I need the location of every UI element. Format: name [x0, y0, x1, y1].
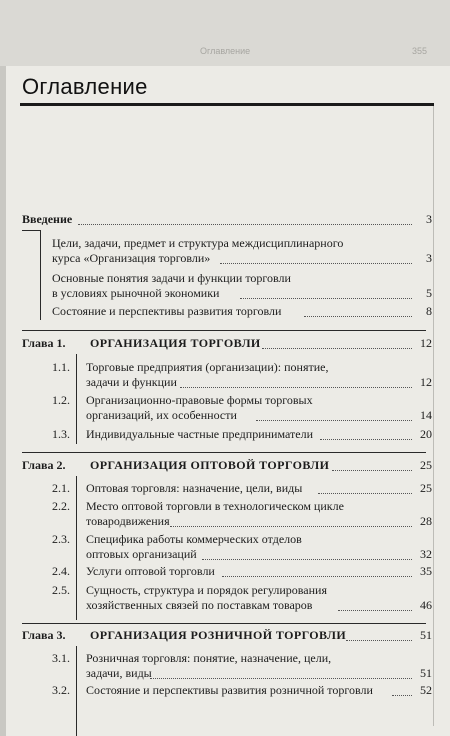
section-number: 2.2. — [52, 499, 70, 513]
chapter-3-title: ОРГАНИЗАЦИЯ РОЗНИЧНОЙ ТОРГОВЛИ — [90, 628, 347, 642]
section-line2: оптовых организаций — [86, 547, 197, 561]
chapter-1-bracket-line — [76, 354, 77, 444]
title-underline — [20, 103, 434, 106]
section-line1: Розничная торговля: понятие, назначение, цели, — [86, 651, 332, 665]
leader-dots — [320, 439, 412, 440]
chapter-2-title: ОРГАНИЗАЦИЯ ОПТОВОЙ ТОРГОВЛИ — [90, 458, 330, 472]
chapter-3-page-number: 51 — [420, 628, 432, 642]
section-page-number: 20 — [420, 427, 432, 441]
intro-page-number: 3 — [426, 212, 432, 226]
intro-item-line1: Цели, задачи, предмет и структура междисциплинарного — [52, 236, 344, 250]
section-number: 1.3. — [52, 427, 70, 441]
intro-item-page-number: 3 — [426, 251, 432, 265]
running-header — [0, 0, 450, 66]
intro-item-page-number: 5 — [426, 286, 432, 300]
chapter-3-label: Глава 3. — [22, 628, 66, 642]
leader-dots — [346, 640, 412, 641]
chapter-1-label: Глава 1. — [22, 336, 66, 350]
chapter-1-title: ОРГАНИЗАЦИЯ ТОРГОВЛИ — [90, 336, 261, 350]
chapter-rule — [22, 330, 426, 331]
section-line2: задачи и функции — [86, 375, 177, 389]
intro-item-line1: Состояние и перспективы развития торговли — [52, 304, 282, 318]
section-number: 1.2. — [52, 393, 70, 407]
section-line1: Торговые предприятия (организации): понятие, — [86, 360, 329, 374]
intro-item-page-number: 8 — [426, 304, 432, 318]
intro-item-line1: Основные понятия задачи и функции торговли — [52, 271, 291, 285]
chapter-3-bracket-line — [76, 646, 77, 736]
leader-dots — [78, 224, 412, 225]
section-number: 1.1. — [52, 360, 70, 374]
section-line2: организаций, их особенности — [86, 408, 237, 422]
section-line1: Услуги оптовой торговли — [86, 564, 215, 578]
chapter-rule — [22, 623, 426, 624]
section-line1: Организационно-правовые формы торговых — [86, 393, 313, 407]
section-number: 2.1. — [52, 481, 70, 495]
section-page-number: 14 — [420, 408, 432, 422]
section-page-number: 46 — [420, 598, 432, 612]
chapter-1-page-number: 12 — [420, 336, 432, 350]
intro-item-line2: в условиях рыночной экономики — [52, 286, 220, 300]
section-number: 3.1. — [52, 651, 70, 665]
leader-dots — [332, 470, 412, 471]
running-header-title: Оглавление — [200, 46, 251, 56]
section-line1: Специфика работы коммерческих отделов — [86, 532, 302, 546]
page-frame-right — [433, 106, 434, 726]
section-line1: Сущность, структура и порядок регулирования — [86, 583, 327, 597]
section-page-number: 32 — [420, 547, 432, 561]
page-title: Оглавление — [22, 74, 148, 99]
intro-bracket-line — [40, 230, 41, 320]
section-number: 3.2. — [52, 683, 70, 697]
leader-dots — [304, 316, 412, 317]
section-line1: Индивидуальные частные предприниматели — [86, 427, 313, 441]
section-line2: товародвижения — [86, 514, 170, 528]
section-line2: хозяйственных связей по поставкам товаров — [86, 598, 313, 612]
leader-dots — [222, 576, 412, 577]
leader-dots — [220, 263, 412, 264]
intro-item-line2: курса «Организация торговли» — [52, 251, 211, 265]
section-page-number: 52 — [420, 683, 432, 697]
section-line2: задачи, виды — [86, 666, 152, 680]
leader-dots — [256, 420, 412, 421]
leader-dots — [318, 493, 412, 494]
section-page-number: 28 — [420, 514, 432, 528]
leader-dots — [202, 559, 412, 560]
section-number: 2.4. — [52, 564, 70, 578]
section-page-number: 12 — [420, 375, 432, 389]
section-number: 2.5. — [52, 583, 70, 597]
leader-dots — [170, 526, 412, 527]
section-number: 2.3. — [52, 532, 70, 546]
chapter-2-page-number: 25 — [420, 458, 432, 472]
section-page-number: 51 — [420, 666, 432, 680]
leader-dots — [180, 387, 412, 388]
intro-label: Введение — [22, 212, 73, 226]
section-page-number: 25 — [420, 481, 432, 495]
leader-dots — [150, 678, 412, 679]
section-line1: Оптовая торговля: назначение, цели, виды — [86, 481, 303, 495]
page-gutter-shadow — [0, 0, 6, 736]
leader-dots — [240, 298, 412, 299]
chapter-2-bracket-line — [76, 476, 77, 620]
chapter-rule — [22, 452, 426, 453]
leader-dots — [262, 348, 412, 349]
section-line1: Состояние и перспективы развития розничной торговли — [86, 683, 373, 697]
running-header-page: 355 — [412, 46, 428, 56]
leader-dots — [338, 610, 412, 611]
chapter-2-label: Глава 2. — [22, 458, 66, 472]
section-line1: Место оптовой торговли в технологическом цикле — [86, 499, 344, 513]
section-page-number: 35 — [420, 564, 432, 578]
intro-bracket-top — [22, 230, 40, 231]
